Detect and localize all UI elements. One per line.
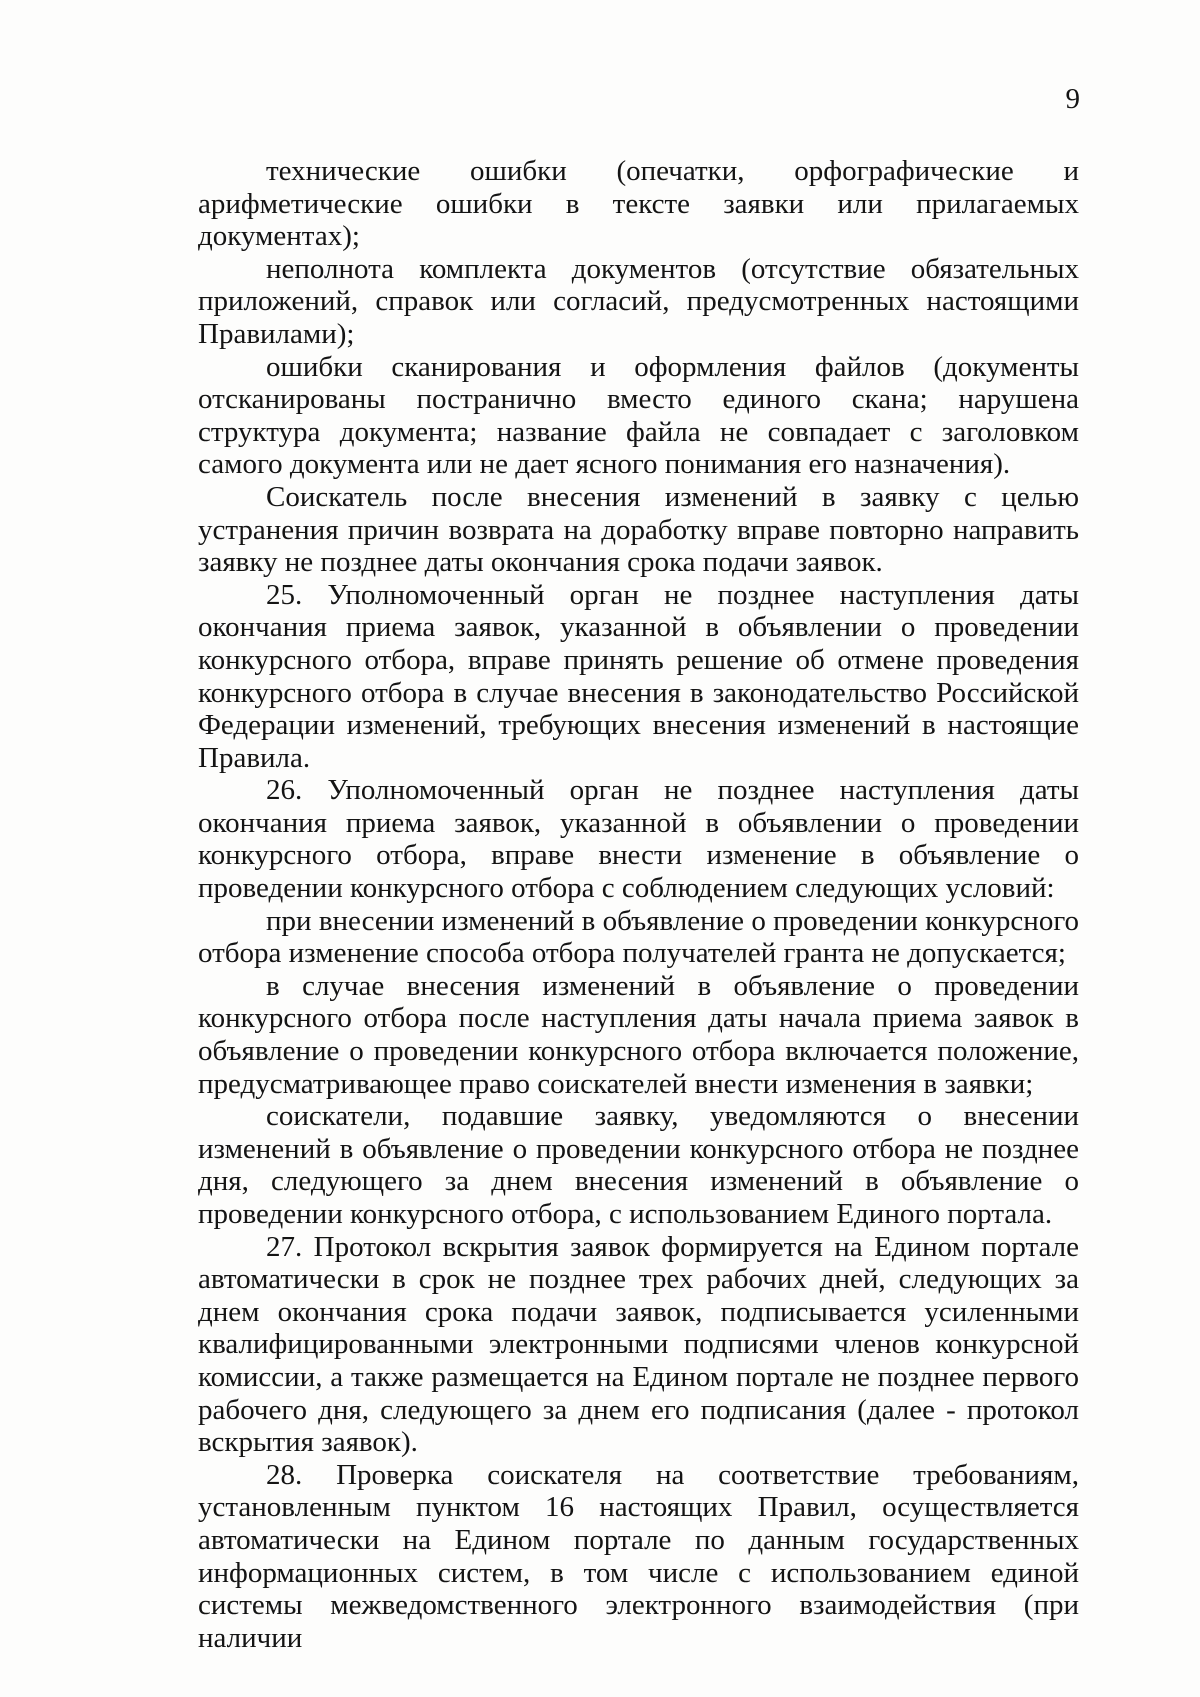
paragraph-item-26: 26. Уполномоченный орган не позднее наступления даты окончания приема заявок, указанной в объявлении о проведении конкурсного отбора, вправе внести изменение в объявление о проведении конкурсного отбора с соблюдением следующих условий: (198, 774, 1079, 905)
paragraph-item-26-condition-2: в случае внесения изменений в объявление о проведении конкурсного отбора после наступления даты начала приема заявок в объявление о проведении конкурсного отбора включается положение, предусматривающее право соискателей внести изменения в заявки; (198, 969, 1079, 1100)
paragraph-item-27: 27. Протокол вскрытия заявок формируется на Едином портале автоматически в срок не позднее трех рабочих дней, следующих за днем окончания срока подачи заявок, подписывается усиленными квалифицированными электронными подписями членов конкурсной комиссии, а также размещается на Едином портале не позднее первого рабочего дня, следующего за днем его подписания (далее - протокол вскрытия заявок). (198, 1230, 1079, 1459)
paragraph-item-26-condition-3: соискатели, подавшие заявку, уведомляются о внесении изменений в объявление о проведении конкурсного отбора не позднее дня, следующего за днем внесения изменений в объявление о проведении конкурсного отбора, с использованием Единого портала. (198, 1100, 1079, 1230)
paragraph-technical-errors: технические ошибки (опечатки, орфографические и арифметические ошибки в тексте заявки или прилагаемых документах); (198, 155, 1079, 253)
paragraph-item-25: 25. Уполномоченный орган не позднее наступления даты окончания приема заявок, указанной в объявлении о проведении конкурсного отбора, вправе принять решение об отмене проведения конкурсного отбора в случае внесения в законодательство Российской Федерации изменений, требующих внесения изменений в настоящие Правила. (198, 578, 1079, 774)
paragraph-item-28: 28. Проверка соискателя на соответствие требованиям, установленным пунктом 16 настоящих Правил, осуществляется автоматически на Едином портале по данным государственных информационных систем, в том числе с использованием единой системы межведомственного электронного взаимодействия (при наличии (198, 1458, 1079, 1654)
paragraph-incomplete-documents: неполнота комплекта документов (отсутствие обязательных приложений, справок или согласий, предусмотренных настоящими Правилами); (198, 252, 1079, 350)
paragraph-scanning-errors: ошибки сканирования и оформления файлов (документы отсканированы постранично вместо единого скана; нарушена структура документа; название файла не совпадает с заголовком самого документа или не дает ясного понимания его назначения). (198, 350, 1079, 481)
paragraph-item-26-condition-1: при внесении изменений в объявление о проведении конкурсного отбора изменение способа отбора получателей гранта не допускается; (198, 904, 1079, 970)
page-number: 9 (1065, 83, 1080, 115)
document-body (198, 155, 1079, 1654)
paragraph-resubmission: Соискатель после внесения изменений в заявку с целью устранения причин возврата на доработку вправе повторно направить заявку не позднее даты окончания срока подачи заявок. (198, 480, 1079, 579)
